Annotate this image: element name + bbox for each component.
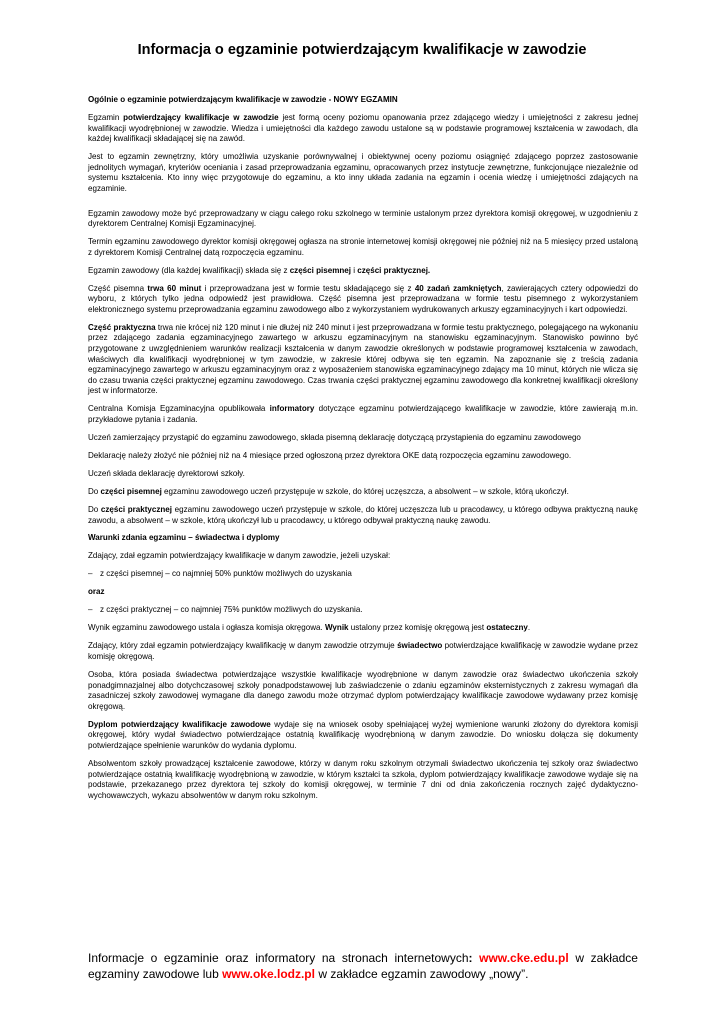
paragraph-graduates: Absolwentom szkoły prowadzącej kształcenie zawodowe, którzy w danym roku szkolnym otrzymali świadectwo ukończenia tej szkoły oraz świadectwo potwierdzające ostatnią kwalifikację wyodrębnioną w zawodzie, w którym kształci ta szkoła, dyplom potwierdzający kwalifikacje zawodowe wydaje się na podstawie, przekazanego przez dyrektora tej szkoły do komisji okręgowej, w terminie 7 dni od dnia zakończenia rocznych zajęć dydaktyczno-wychowawczych, wykazu absolwentów w danym roku szkolnym. (88, 758, 638, 800)
paragraph-diploma-application: Dyplom potwierdzający kwalifikacje zawodowe wydaje się na wniosek osoby spełniającej wyżej wymienione warunki złożony do dyrektora komisji okręgowej, który wydał świadectwo potwierdzające ostatnią kwalifikację wyodrębnioną w danym zawodzie. Do wniosku dołącza się dokumenty potwierdzające spełnienie warunków do wydania dyplomu. (88, 719, 638, 750)
paragraph-definition: Egzamin potwierdzający kwalifikacje w zawodzie jest formą oceny poziomu opanowania przez zdającego wiedzy i umiejętności z zakresu jednej kwalifikacji wyodrębnionej w zawodzie. Wiedza i umiejętności dla każdego zawodu ustalone są w podstawie programowej kształcenia w zawodach, dla każdej kwalifikacji składającej się na zawód. (88, 112, 638, 144)
list-item-written-threshold: – z części pisemnej – co najmniej 50% punktów możliwych do uzyskania (88, 569, 352, 579)
paragraph-declaration: Uczeń zamierzający przystąpić do egzaminu zawodowego, składa pisemną deklarację dotyczącą przystąpienia do egzaminu zawodowego (88, 432, 581, 442)
paragraph-practical-location: Do części praktycznej egzaminu zawodowego uczeń przystępuje w szkole, do której uczęszcza lub u pracodawcy, u którego odbywa praktyczną naukę zawodu, a absolwent – w szkole, którą ukończył lub u pracodawcy, u którego odbywał praktyczną naukę zawodu. (88, 504, 638, 525)
dash-bullet-icon: – (88, 569, 93, 579)
paragraph-exam-parts: Egzamin zawodowy (dla każdej kwalifikacji) składa się z części pisemnej i części praktycznej. (88, 265, 431, 275)
document-body (88, 95, 638, 809)
list-item-practical-threshold: – z części praktycznej – co najmniej 75% punktów możliwych do uzyskania. (88, 605, 363, 615)
paragraph-certificate: Zdający, który zdał egzamin potwierdzający kwalifikację w danym zawodzie otrzymuje świadectwo potwierdzające kwalifikację w zawodzie wydane przez komisję okręgową. (88, 641, 638, 661)
dash-bullet-icon: – (88, 605, 93, 615)
link-cke[interactable]: www.cke.edu.pl (479, 951, 569, 965)
paragraph-declaration-submit: Uczeń składa deklarację dyrektorowi szkoły. (88, 468, 245, 478)
paragraph-informators: Centralna Komisja Egzaminacyjna opublikowała informatory dotyczące egzaminu potwierdzającego kwalifikacje w zawodzie, które zawierają m.in. przykładowe pytania i zadania. (88, 404, 638, 424)
footer-note: Informacje o egzaminie oraz informatory na stronach internetowych: www.cke.edu.pl w zakładce egzaminy zawodowe lub www.oke.lodz.pl w zakładce egzamin zawodowy „nowy”. (88, 951, 638, 981)
paragraph-diploma-eligibility: Osoba, która posiada świadectwa potwierdzające wszystkie kwalifikacje wyodrębnione w danym zawodzie oraz świadectwo ukończenia szkoły ponadgimnazjalnej albo dotychczasowej szkoły ponadpodstawowej lub zaświadczenie o zdaniu egzaminów eksternistycznych z zakresu wymagań dla zasadniczej szkoły zawodowej wymagane dla danego zawodu może otrzymać dyplom potwierdzający kwalifikacje zawodowe wydawany przez komisję okręgową. (88, 669, 638, 711)
paragraph-pass-conditions: Zdający, zdał egzamin potwierdzający kwalifikacje w danym zawodzie, jeżeli uzyskał: (88, 551, 391, 561)
paragraph-practical-part: Część praktyczna trwa nie krócej niż 120 minut i nie dłużej niż 240 minut i jest przeprowadzana w formie testu praktycznego, polegającego na wykonaniu przez zdającego zadania egzaminacyjnego zawartego w arkuszu egzaminacyjnym na stanowisku egzaminacyjnym. Stanowisko powinno być przygotowane z uwzględnieniem warunków realizacji kształcenia w danym zawodzie określonych w podstawie programowej kształcenia w zawodach, właściwych dla kwalifikacji wyodrębnionej w tym zawodzie, w zakresie której odbywa się ten egzamin. Na zapoznanie się z treścią zadania egzaminacyjnego zawartego w arkuszu egzaminacyjnym oraz z wyposażeniem stanowiska egzaminacyjnego zdający ma 10 minut, których nie wlicza się do czasu trwania części praktycznej egzaminu zawodowego. Czas trwania części praktycznej egzaminu zawodowego dla konkretnej kwalifikacji określony jest w informatorze. (88, 322, 638, 396)
paragraph-declaration-deadline: Deklarację należy złożyć nie później niż na 4 miesiące przed ogłoszoną przez dyrektora OKE datą rozpoczęcia egzaminu zawodowego. (88, 450, 572, 460)
paragraph-exam-date: Termin egzaminu zawodowego dyrektor komisji okręgowej ogłasza na stronie internetowej komisji okręgowej nie później niż na 5 miesięcy przed ustaloną z dyrektorem Komisji Centralnej datą rozpoczęcia egzaminu. (88, 237, 638, 257)
conjunction-label: oraz (88, 587, 105, 597)
paragraph-written-part: Część pisemna trwa 60 minut i przeprowadzana jest w formie testu składającego się z 40 zadań zamkniętych, zawierających cztery odpowiedzi do wyboru, z których tylko jedna odpowiedź jest prawidłowa. Część pisemna jest przeprowadzana w formie testu pisemnego z wykorzystaniem elektronicznego systemu przeprowadzania egzaminu zawodowego albo z wykorzystaniem wydrukowanych arkuszy egzaminacyjnych i kart odpowiedzi. (88, 283, 639, 314)
paragraph-written-location: Do części pisemnej egzaminu zawodowego uczeń przystępuje w szkole, do której uczęszcza, a absolwent – w szkole, którą ukończył. (88, 486, 569, 496)
paragraph-external-exam: Jest to egzamin zewnętrzny, który umożliwia uzyskanie porównywalnej i obiektywnej oceny poziomu osiągnięć zdającego poprzez zastosowanie jednolitych wymagań, kryteriów oceniania i zasad przeprowadzania egzaminu, opracowanych przez instytucje zewnętrzne, funkcjonujące niezależnie od systemu kształcenia. Kto inny więc przygotowuje do egzaminu, a kto inny układa zadania na egzamin i ocenia wiedzę i umiejętności zdających na egzaminie. (88, 152, 638, 193)
section-heading-general: Ogólnie o egzaminie potwierdzającym kwalifikacje w zawodzie - NOWY EGZAMIN (88, 95, 398, 104)
paragraph-result: Wynik egzaminu zawodowego ustala i ogłasza komisja okręgowa. Wynik ustalony przez komisję okręgową jest ostateczny. (88, 623, 531, 633)
link-oke-lodz[interactable]: www.oke.lodz.pl (222, 966, 315, 981)
document-title: Informacja o egzaminie potwierdzającym kwalifikacje w zawodzie (137, 42, 587, 58)
section-heading-conditions: Warunki zdania egzaminu – świadectwa i dyplomy (88, 533, 280, 543)
paragraph-exam-period: Egzamin zawodowy może być przeprowadzany w ciągu całego roku szkolnego w terminie ustalonym przez dyrektora komisji okręgowej, w uzgodnieniu z dyrektorem Centralnej Komisji Egzaminacyjnej. (88, 208, 638, 229)
